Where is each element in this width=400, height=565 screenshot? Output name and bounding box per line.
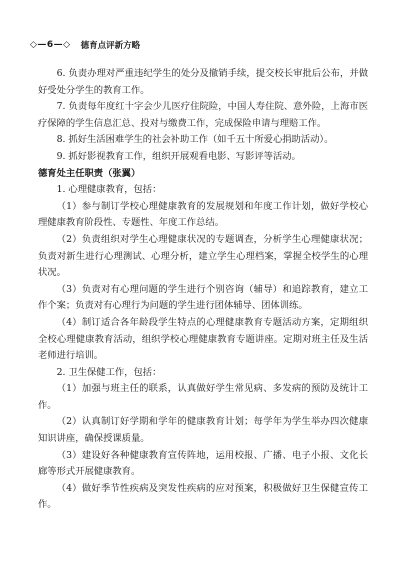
page-body [38, 66, 368, 514]
section-heading: 德育处主任职责（张翼） [38, 167, 141, 179]
paragraph-item-8: 8. 抓好生活困难学生的社会补助工作（如千五十所爱心捐助活动）。 [56, 134, 334, 146]
page-number: ◇—6—◇ [30, 40, 71, 50]
item-heading-psychology: 1. 心理健康教育，包括： [56, 184, 162, 196]
item-psychology-4: （4）制订适合各年龄段学生特点的心理健康教育专题活动方案，定期组织全校心理健康教育活动，组织学校心理健康教育专题讲座。定期对班主任及生活老师进行培训。 [38, 316, 368, 362]
header-title: 德育点评新方略 [80, 41, 141, 51]
paragraph-item-7: 7. 负责每年度红十字会少儿医疗住院险，中国人寿住院、意外险，上海市医疗保障的学生信息汇总、投对与缴费工作，完成保险申请与理赔工作。 [38, 101, 368, 129]
item-psychology-2: （2）负责组织对学生心理健康状况的专题调查，分析学生心理健康状况；负责对新生进行心理测试、心理分析，建立学生心理档案，掌握全校学生的心理状况。 [38, 233, 368, 279]
item-psychology-3: （3）负责对有心理问题的学生进行个别咨询（辅导）和追踪教育，建立工作个案；负责对有心理行为问题的学生进行团体辅导、团体训练。 [38, 283, 368, 312]
paragraph-item-6: 6. 负责办理对严重违纪学生的处分及撤销手续，提交校长审批后公布，并做好受处分学生的教育工作。 [38, 68, 368, 96]
item-health-4: （4）做好季节性疾病及突发性疾病的应对预案，积极做好卫生保健宣传工作。 [38, 482, 368, 511]
item-health-2: （2）认真制订好学期和学年的健康教育计划；每学年为学生举办四次健康知识讲座，确保授课质量。 [38, 416, 368, 445]
running-header [30, 38, 140, 52]
item-heading-health: 2. 卫生保健工作，包括： [56, 366, 162, 378]
item-psychology-1: （1）参与制订学校心理健康教育的发展规划和年度工作计划，做好学校心理健康教育阶段性、专题性、年度工作总结。 [38, 200, 368, 229]
item-health-3: （3）建设好各种健康教育宣传阵地，运用校报、广播、电子小报、文化长廊等形式开展健康教育。 [38, 449, 368, 478]
item-health-1: （1）加强与班主任的联系，认真做好学生常见病、多发病的预防及统计工作。 [38, 383, 368, 411]
paragraph-item-9: 9. 抓好影视教育工作，组织开展观看电影、写影评等活动。 [56, 150, 301, 162]
